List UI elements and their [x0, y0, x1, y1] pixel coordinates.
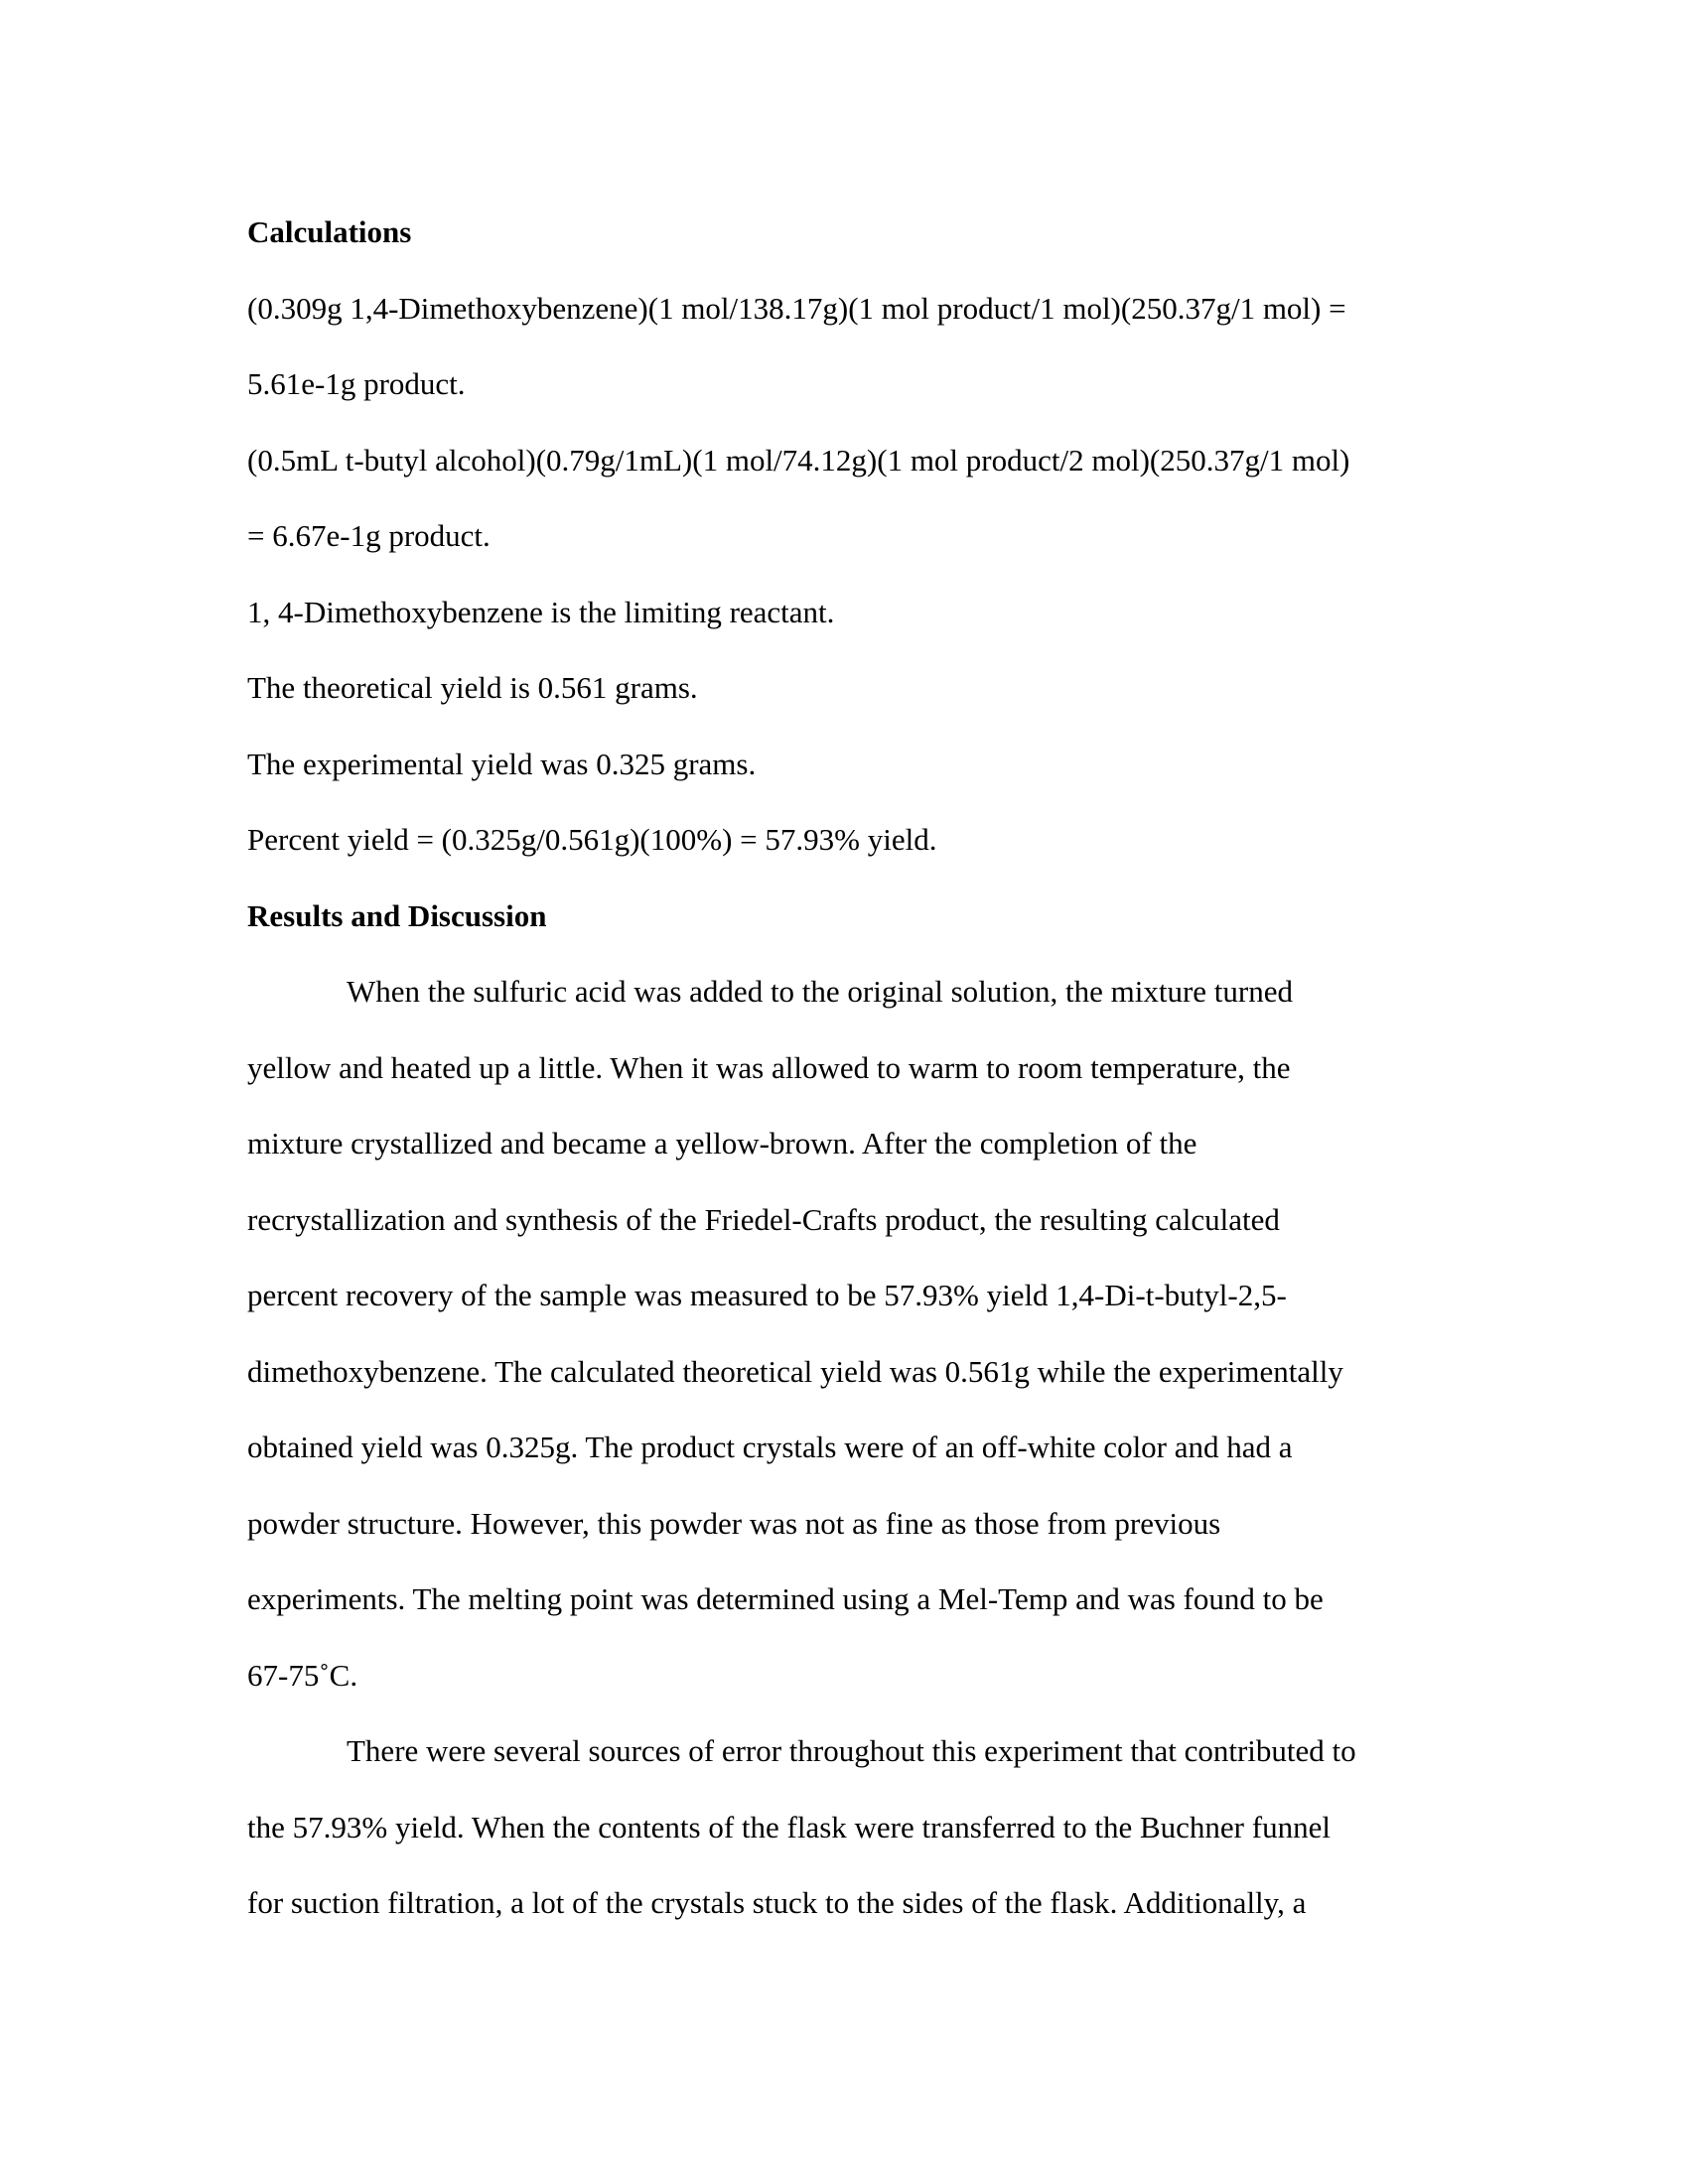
- calculation-line: 5.61e-1g product.: [247, 366, 466, 401]
- paragraph-line: for suction filtration, a lot of the crystals stuck to the sides of the flask. Additionally, a: [247, 1885, 1307, 1920]
- page-content: [247, 195, 1443, 1942]
- calculation-line: (0.309g 1,4-Dimethoxybenzene)(1 mol/138.17g)(1 mol product/1 mol)(250.37g/1 mol) =: [247, 290, 1346, 326]
- calculation-line: The experimental yield was 0.325 grams.: [247, 746, 757, 781]
- calculation-line: (0.5mL t-butyl alcohol)(0.79g/1mL)(1 mol/74.12g)(1 mol product/2 mol)(250.37g/1 mol): [247, 442, 1350, 478]
- paragraph-line: dimethoxybenzene. The calculated theoretical yield was 0.561g while the experimentally: [247, 1353, 1343, 1389]
- paragraph-line: When the sulfuric acid was added to the original solution, the mixture turned: [347, 974, 1293, 1009]
- calculations-heading: Calculations: [247, 214, 412, 249]
- results-heading: Results and Discussion: [247, 897, 547, 933]
- paragraph-line: 67-75˚C.: [247, 1657, 358, 1693]
- paragraph-line: the 57.93% yield. When the contents of the flask were transferred to the Buchner funnel: [247, 1809, 1331, 1844]
- paragraph-line: There were several sources of error throughout this experiment that contributed to: [347, 1733, 1356, 1768]
- calculation-line: = 6.67e-1g product.: [247, 518, 491, 553]
- calculation-line: The theoretical yield is 0.561 grams.: [247, 670, 698, 705]
- paragraph-line: experiments. The melting point was determined using a Mel-Temp and was found to be: [247, 1581, 1324, 1616]
- results-paragraph-2: [247, 1713, 1443, 1942]
- paragraph-line: yellow and heated up a little. When it was allowed to warm to room temperature, the: [247, 1049, 1291, 1085]
- calculation-line: Percent yield = (0.325g/0.561g)(100%) = 57.93% yield.: [247, 822, 937, 857]
- paragraph-line: powder structure. However, this powder was not as fine as those from previous: [247, 1505, 1221, 1541]
- paragraph-line: obtained yield was 0.325g. The product crystals were of an off-white color and had a: [247, 1430, 1293, 1464]
- paragraph-line: percent recovery of the sample was measured to be 57.93% yield 1,4-Di-t-butyl-2,5-: [247, 1278, 1287, 1312]
- paragraph-line: mixture crystallized and became a yellow-brown. After the completion of the: [247, 1126, 1197, 1160]
- paragraph-line: recrystallization and synthesis of the Friedel-Crafts product, the resulting calculated: [247, 1201, 1280, 1237]
- calculation-line: 1, 4-Dimethoxybenzene is the limiting reactant.: [247, 594, 835, 629]
- results-paragraph-1: [247, 954, 1443, 1713]
